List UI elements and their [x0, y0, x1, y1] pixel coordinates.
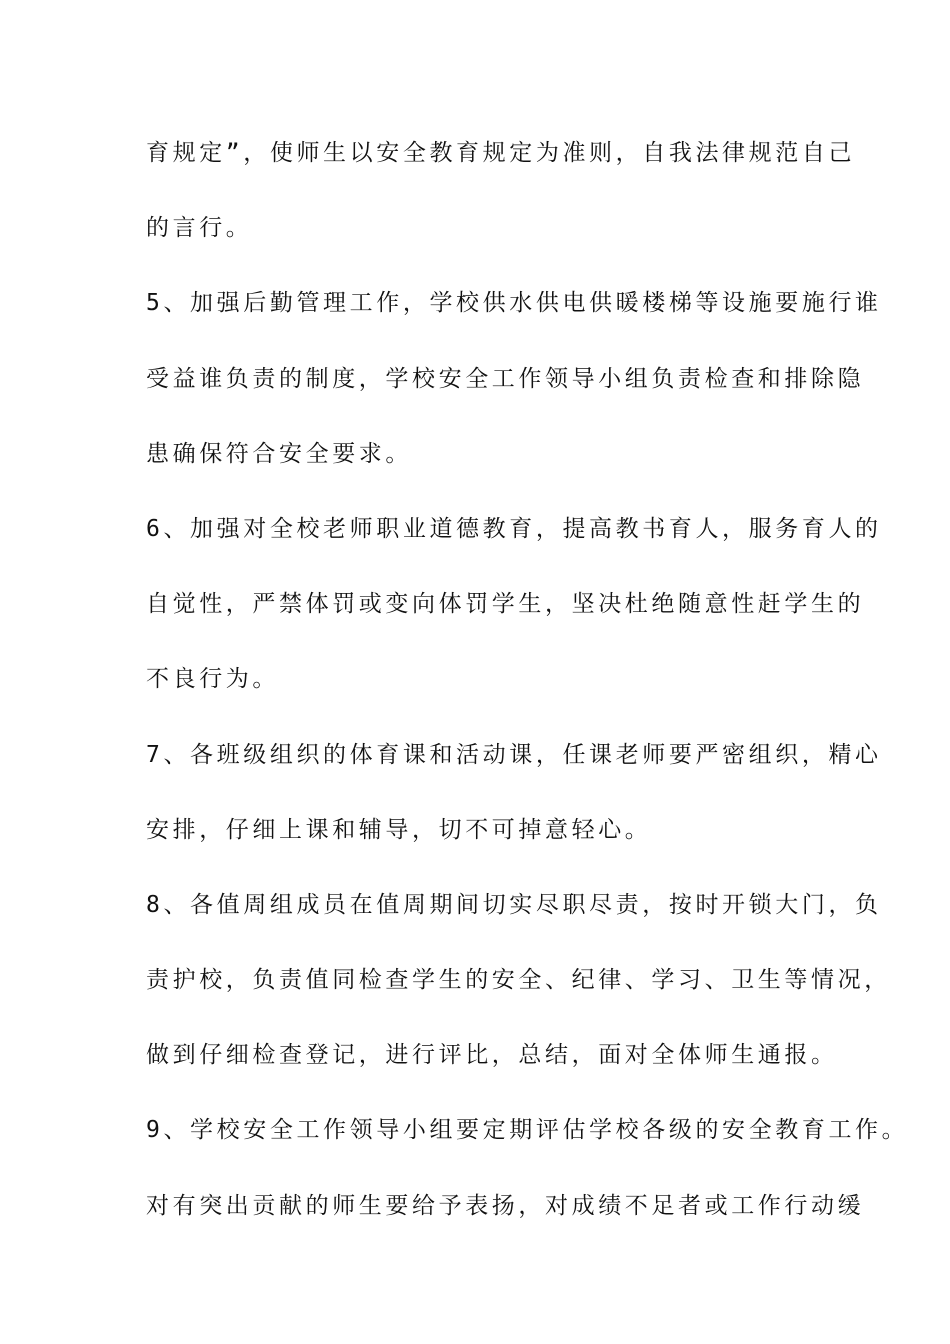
text-line: 的言行。 [146, 215, 253, 242]
text-line: 6、加强对全校老师职业道德教育，提高教书育人，服务育人的 [146, 515, 882, 542]
text-line: 安排，仔细上课和辅导，切不可掉意轻心。 [146, 816, 652, 843]
text-line: 自觉性，严禁体罚或变向体罚学生，坚决杜绝随意性赶学生的 [146, 591, 865, 618]
text-line: 责护校，负责值同检查学生的安全、纪律、学习、卫生等情况， [146, 967, 891, 994]
text-line: 对有突出贡献的师生要给予表扬，对成绩不足者或工作行动缓 [146, 1192, 865, 1219]
text-line: 9、学校安全工作领导小组要定期评估学校各级的安全教育工作。 [146, 1117, 909, 1144]
text-line: 5、加强后勤管理工作，学校供水供电供暖楼梯等设施要施行谁 [146, 290, 882, 317]
body-text [146, 128, 909, 1256]
text-line: 做到仔细检查登记，进行评比，总结，面对全体师生通报。 [146, 1042, 838, 1069]
text-line: 育规定”，使师生以安全教育规定为准则，自我法律规范自己 [146, 140, 856, 166]
text-line: 受益谁负责的制度，学校安全工作领导小组负责检查和排除隐 [146, 365, 865, 392]
text-line: 患确保符合安全要求。 [146, 440, 412, 467]
text-line: 不良行为。 [146, 666, 279, 693]
text-line: 8、各值周组成员在值周期间切实尽职尽责，按时开锁大门，负 [146, 891, 882, 918]
text-line: 7、各班级组织的体育课和活动课，任课老师要严密组织，精心 [146, 741, 882, 768]
